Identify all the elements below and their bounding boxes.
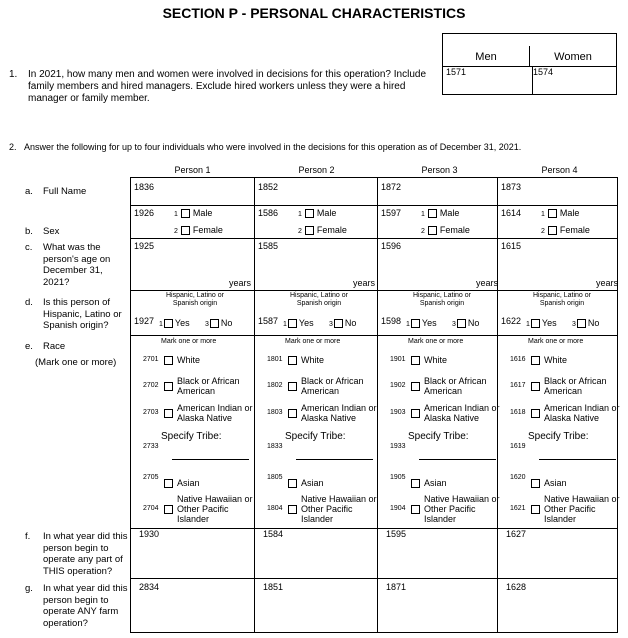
- black-checkbox[interactable]: [164, 382, 173, 391]
- age-field[interactable]: 1596: [381, 241, 402, 251]
- q2-number: 2.: [9, 142, 17, 152]
- years-label: years: [596, 278, 619, 288]
- white-code: 1901: [390, 356, 406, 363]
- hispanic-no-checkbox[interactable]: [329, 318, 356, 328]
- row-d-question: Is this person of Hispanic, Latino or Spanish origin?: [43, 297, 122, 331]
- tribe-code: 2733: [143, 443, 159, 450]
- white-code: 1801: [267, 356, 283, 363]
- asian-checkbox[interactable]: [411, 479, 420, 488]
- option-label: Male: [192, 208, 213, 218]
- tribe-code: 1833: [267, 443, 283, 450]
- option-label: Yes: [421, 318, 437, 328]
- option-label: No: [220, 318, 233, 328]
- black-code: 2702: [143, 382, 159, 389]
- nhpi-label: Native Hawaiian or Other Pacific Islander: [544, 494, 620, 524]
- amind-checkbox[interactable]: [531, 409, 540, 418]
- asian-code: 2705: [143, 474, 159, 481]
- row-g-question: In what year did this person begin to operate ANY farm operation?: [43, 583, 128, 629]
- white-checkbox[interactable]: [411, 356, 420, 365]
- specify-tribe-label: Specify Tribe:: [408, 431, 469, 442]
- women-header: Women: [530, 46, 616, 67]
- row-c-letter: c.: [25, 242, 33, 253]
- white-checkbox[interactable]: [164, 356, 173, 365]
- male-checkbox[interactable]: [541, 208, 579, 218]
- checkbox-icon[interactable]: [428, 209, 437, 218]
- white-code: 2701: [143, 356, 159, 363]
- white-checkbox[interactable]: [531, 356, 540, 365]
- black-checkbox[interactable]: [411, 382, 420, 391]
- option-number: 1: [283, 321, 287, 328]
- person-header: Person 2: [298, 165, 335, 175]
- this-operation-year-field[interactable]: 1627: [506, 529, 527, 539]
- person-header: Person 4: [541, 165, 578, 175]
- hispanic-code: 1622: [501, 316, 522, 326]
- full-name-field[interactable]: 1872: [381, 182, 402, 192]
- mark-one-or-more: Mark one or more: [161, 338, 217, 345]
- hispanic-code: 1598: [381, 316, 402, 326]
- white-label: White: [301, 355, 325, 365]
- asian-checkbox[interactable]: [164, 479, 173, 488]
- men-field[interactable]: 1571: [443, 67, 533, 95]
- checkbox-icon[interactable]: [428, 226, 437, 235]
- asian-checkbox[interactable]: [288, 479, 297, 488]
- amind-code: 1903: [390, 409, 406, 416]
- sex-code: 1586: [258, 208, 279, 218]
- option-label: No: [587, 318, 600, 328]
- specify-tribe-label: Specify Tribe:: [528, 431, 589, 442]
- option-label: Male: [439, 208, 460, 218]
- hispanic-yes-checkbox[interactable]: [526, 318, 557, 328]
- checkbox-icon[interactable]: [305, 226, 314, 235]
- option-label: No: [467, 318, 480, 328]
- asian-code: 1805: [267, 474, 283, 481]
- black-checkbox[interactable]: [531, 382, 540, 391]
- sex-code: 1614: [501, 208, 522, 218]
- checkbox-icon[interactable]: [334, 319, 343, 328]
- hispanic-yes-checkbox[interactable]: [159, 318, 190, 328]
- any-operation-year-field[interactable]: 1628: [506, 582, 527, 592]
- checkbox-icon[interactable]: [305, 209, 314, 218]
- row-e-letter: e.: [25, 341, 33, 352]
- row-g-letter: g.: [25, 583, 33, 594]
- option-number: 2: [298, 228, 302, 235]
- white-label: White: [177, 355, 201, 365]
- white-label: White: [424, 355, 448, 365]
- section-title: SECTION P - PERSONAL CHARACTERISTICS: [162, 5, 466, 21]
- option-number: 1: [406, 321, 410, 328]
- nhpi-code: 1804: [267, 505, 283, 512]
- nhpi-label: Native Hawaiian or Other Pacific Islander: [424, 494, 500, 524]
- hispanic-origin-caption: Hispanic, Latino or Spanish origin: [290, 292, 348, 307]
- row-e-question: Race: [43, 341, 66, 352]
- option-label: Yes: [174, 318, 190, 328]
- option-number: 1: [421, 211, 425, 218]
- option-number: 1: [541, 211, 545, 218]
- female-checkbox[interactable]: [421, 225, 470, 235]
- amind-label: American Indian or Alaska Native: [301, 403, 377, 423]
- checkbox-icon[interactable]: [181, 209, 190, 218]
- tribe-input-line[interactable]: [419, 459, 496, 460]
- hispanic-no-checkbox[interactable]: [205, 318, 232, 328]
- amind-checkbox[interactable]: [288, 409, 297, 418]
- black-code: 1802: [267, 382, 283, 389]
- checkbox-icon[interactable]: [288, 319, 297, 328]
- hispanic-no-checkbox[interactable]: [572, 318, 599, 328]
- any-operation-year-field[interactable]: 1871: [386, 582, 407, 592]
- white-checkbox[interactable]: [288, 356, 297, 365]
- row-a-question: Full Name: [43, 186, 87, 197]
- checkbox-icon[interactable]: [577, 319, 586, 328]
- nhpi-code: 1904: [390, 505, 406, 512]
- any-operation-year-field[interactable]: 1851: [263, 582, 284, 592]
- white-code: 1616: [510, 356, 526, 363]
- checkbox-icon[interactable]: [181, 226, 190, 235]
- checkbox-icon[interactable]: [164, 319, 173, 328]
- checkbox-icon[interactable]: [210, 319, 219, 328]
- row-b-question: Sex: [43, 226, 60, 237]
- hispanic-origin-caption: Hispanic, Latino or Spanish origin: [413, 292, 471, 307]
- black-label: Black or African American: [301, 376, 364, 396]
- option-number: 3: [572, 321, 576, 328]
- asian-label: Asian: [177, 478, 200, 488]
- checkbox-icon[interactable]: [457, 319, 466, 328]
- asian-checkbox[interactable]: [531, 479, 540, 488]
- option-number: 3: [329, 321, 333, 328]
- this-operation-year-field[interactable]: 1584: [263, 529, 284, 539]
- amind-checkbox[interactable]: [411, 409, 420, 418]
- women-field[interactable]: 1574: [533, 67, 554, 77]
- nhpi-label: Native Hawaiian or Other Pacific Islander: [177, 494, 253, 524]
- black-label: Black or African American: [424, 376, 487, 396]
- option-number: 2: [174, 228, 178, 235]
- nhpi-checkbox[interactable]: [411, 505, 420, 514]
- option-label: No: [344, 318, 357, 328]
- row-f-letter: f.: [25, 531, 31, 542]
- female-checkbox[interactable]: [174, 225, 223, 235]
- option-label: Male: [316, 208, 337, 218]
- option-label: Female: [439, 225, 470, 235]
- any-operation-year-field[interactable]: 2834: [139, 582, 160, 592]
- tribe-code: 1619: [510, 443, 526, 450]
- male-checkbox[interactable]: [298, 208, 336, 218]
- amind-code: 2703: [143, 409, 159, 416]
- hispanic-code: 1587: [258, 316, 279, 326]
- black-code: 1902: [390, 382, 406, 389]
- tribe-code: 1933: [390, 443, 406, 450]
- checkbox-icon[interactable]: [548, 209, 557, 218]
- q2-text: Answer the following for up to four individuals who were involved in the decisions for this operation as of December 31, 2021.: [24, 142, 522, 152]
- this-operation-year-field[interactable]: 1930: [139, 529, 160, 539]
- sex-code: 1926: [134, 208, 155, 218]
- option-label: Yes: [298, 318, 314, 328]
- option-number: 1: [298, 211, 302, 218]
- option-number: 3: [452, 321, 456, 328]
- black-label: Black or African American: [177, 376, 240, 396]
- row-d-letter: d.: [25, 297, 33, 308]
- nhpi-checkbox[interactable]: [164, 505, 173, 514]
- amind-checkbox[interactable]: [164, 409, 173, 418]
- option-number: 1: [174, 211, 178, 218]
- years-label: years: [229, 278, 252, 288]
- asian-label: Asian: [424, 478, 447, 488]
- option-label: Female: [316, 225, 347, 235]
- option-number: 3: [205, 321, 209, 328]
- men-women-box: [442, 33, 617, 95]
- full-name-field[interactable]: 1836: [134, 182, 155, 192]
- nhpi-checkbox[interactable]: [288, 505, 297, 514]
- full-name-field[interactable]: 1873: [501, 182, 522, 192]
- female-checkbox[interactable]: [541, 225, 590, 235]
- nhpi-code: 2704: [143, 505, 159, 512]
- mark-one-or-more: Mark one or more: [408, 338, 464, 345]
- nhpi-checkbox[interactable]: [531, 505, 540, 514]
- hispanic-code: 1927: [134, 316, 155, 326]
- option-label: Yes: [541, 318, 557, 328]
- q1-text: In 2021, how many men and women were involved in decisions for this operation? Include family members and hired managers. Exclude hired workers unless they were a hired manager or family member.: [28, 69, 427, 104]
- years-label: years: [476, 278, 499, 288]
- this-operation-year-field[interactable]: 1595: [386, 529, 407, 539]
- tribe-input-line[interactable]: [296, 459, 373, 460]
- row-b-letter: b.: [25, 226, 33, 237]
- option-label: Female: [559, 225, 590, 235]
- checkbox-icon[interactable]: [531, 319, 540, 328]
- amind-code: 1618: [510, 409, 526, 416]
- female-checkbox[interactable]: [298, 225, 347, 235]
- full-name-field[interactable]: 1852: [258, 182, 279, 192]
- asian-label: Asian: [544, 478, 567, 488]
- amind-label: American Indian or Alaska Native: [544, 403, 620, 423]
- race-mark-note: (Mark one or more): [35, 357, 117, 368]
- male-checkbox[interactable]: [174, 208, 212, 218]
- men-header: Men: [443, 46, 530, 67]
- age-field[interactable]: 1585: [258, 241, 279, 251]
- option-number: 2: [421, 228, 425, 235]
- hispanic-yes-checkbox[interactable]: [406, 318, 437, 328]
- row-c-question: What was the person's age on December 31, 2021?: [43, 242, 111, 288]
- option-number: 1: [159, 321, 163, 328]
- checkbox-icon[interactable]: [411, 319, 420, 328]
- amind-label: American Indian or Alaska Native: [177, 403, 253, 423]
- amind-code: 1803: [267, 409, 283, 416]
- option-label: Female: [192, 225, 223, 235]
- specify-tribe-label: Specify Tribe:: [161, 431, 222, 442]
- hispanic-no-checkbox[interactable]: [452, 318, 479, 328]
- amind-label: American Indian or Alaska Native: [424, 403, 500, 423]
- q1-number: 1.: [9, 69, 18, 80]
- white-label: White: [544, 355, 568, 365]
- nhpi-code: 1621: [510, 505, 526, 512]
- asian-code: 1905: [390, 474, 406, 481]
- row-a-letter: a.: [25, 186, 33, 197]
- checkbox-icon[interactable]: [548, 226, 557, 235]
- option-number: 1: [526, 321, 530, 328]
- option-label: Male: [559, 208, 580, 218]
- tribe-input-line[interactable]: [539, 459, 616, 460]
- mark-one-or-more: Mark one or more: [285, 338, 341, 345]
- sex-code: 1597: [381, 208, 402, 218]
- hispanic-yes-checkbox[interactable]: [283, 318, 314, 328]
- asian-code: 1620: [510, 474, 526, 481]
- hispanic-origin-caption: Hispanic, Latino or Spanish origin: [533, 292, 591, 307]
- male-checkbox[interactable]: [421, 208, 459, 218]
- age-field[interactable]: 1615: [501, 241, 522, 251]
- black-code: 1617: [510, 382, 526, 389]
- black-checkbox[interactable]: [288, 382, 297, 391]
- row-f-question: In what year did this person begin to operate any part of THIS operation?: [43, 531, 128, 577]
- black-label: Black or African American: [544, 376, 607, 396]
- person-header: Person 3: [421, 165, 458, 175]
- mark-one-or-more: Mark one or more: [528, 338, 584, 345]
- nhpi-label: Native Hawaiian or Other Pacific Islander: [301, 494, 377, 524]
- years-label: years: [353, 278, 376, 288]
- specify-tribe-label: Specify Tribe:: [285, 431, 346, 442]
- age-field[interactable]: 1925: [134, 241, 155, 251]
- asian-label: Asian: [301, 478, 324, 488]
- option-number: 2: [541, 228, 545, 235]
- tribe-input-line[interactable]: [172, 459, 249, 460]
- person-header: Person 1: [174, 165, 211, 175]
- hispanic-origin-caption: Hispanic, Latino or Spanish origin: [166, 292, 224, 307]
